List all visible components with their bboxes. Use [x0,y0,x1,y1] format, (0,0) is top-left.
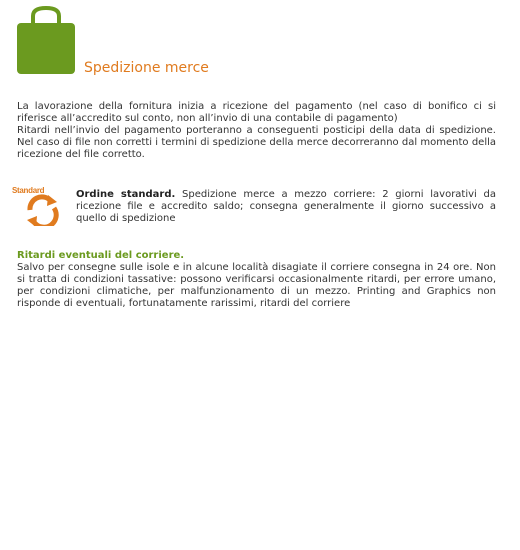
standard-order-section [12,186,496,230]
courier-delays-text: Salvo per consegne sulle isole e in alcune località disagiate il corriere consegna in 24 ore. Non si tratta di condizioni tassative: possono verificarsi occasionalmente ritardi, per errore umano, per condizioni climatiche, per malfunzionamento di un mezzo. Printing and Graphics non risponde di eventuali, fortunatamente rarissimi, ritardi del corriere [17,262,496,309]
page-title: Spedizione merce [84,60,209,76]
refresh-arrows-icon [24,194,60,226]
courier-delays-section [17,250,496,310]
shopping-bag-icon [16,6,76,74]
intro-paragraph-2: Ritardi nell’invio del pagamento porteranno a conseguenti posticipi della data di spedizione. Nel caso di file non corretti i termini di spedizione della merce decorreranno dal momento della ricezione del file corretto. [17,125,496,160]
courier-delays-title: Ritardi eventuali del corriere. [17,250,185,261]
standard-badge [12,186,62,228]
intro-paragraph-1: La lavorazione della fornitura inizia a ricezione del pagamento (nel caso di bonifico ci si riferisce all’accredito sul conto, non all’invio di una contabile di pagamento) [17,101,496,124]
standard-order-text [76,189,496,225]
page-header [16,6,496,76]
standard-icon-label: Standard [12,186,45,195]
standard-order-title: Ordine standard. [76,189,176,200]
intro-text [17,101,496,161]
standard-order-description: Spedizione merce a mezzo corriere: 2 giorni lavorativi da ricezione file e accredito saldo; consegna generalmente il giorno successivo a quello di spedizione [76,189,496,224]
